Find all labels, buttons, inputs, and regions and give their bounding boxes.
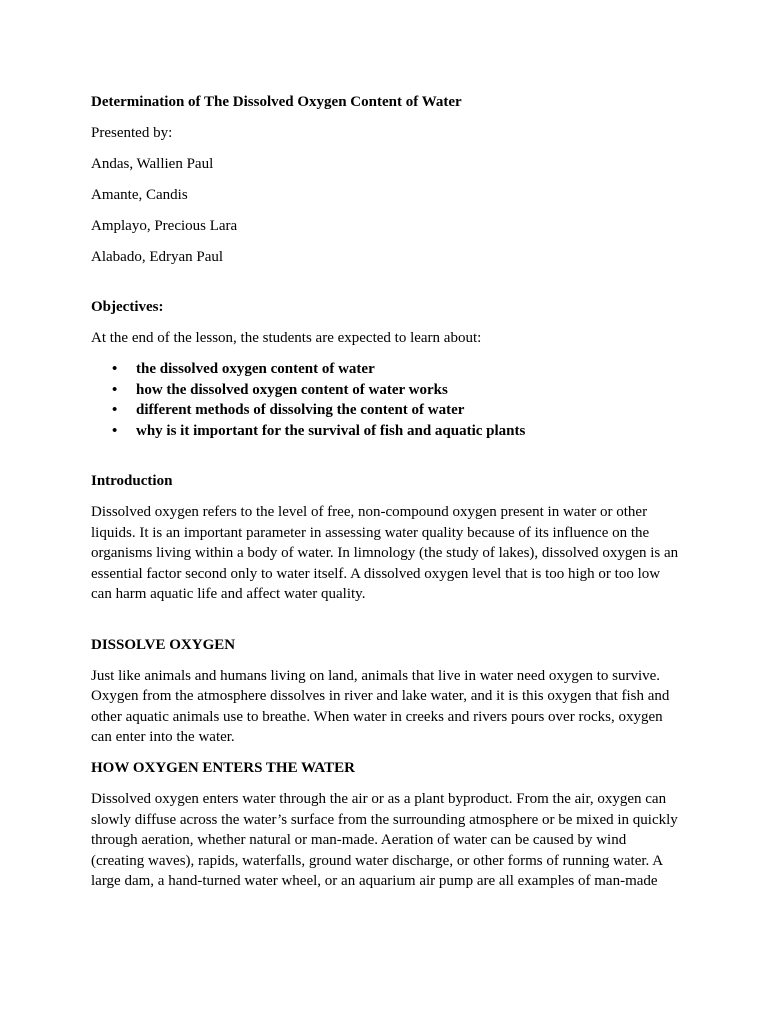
presented-by-label: Presented by:	[91, 124, 173, 141]
objective-text: why is it important for the survival of fish and aquatic plants	[136, 422, 526, 439]
objective-text: how the dissolved oxygen content of water works	[136, 381, 448, 398]
objective-text: different methods of dissolving the content of water	[136, 402, 465, 418]
list-item	[91, 380, 681, 401]
list-item	[91, 359, 681, 380]
presenter-name: Andas, Wallien Paul	[91, 155, 214, 172]
document-page	[91, 92, 681, 902]
objective-text: the dissolved oxygen content of water	[136, 361, 375, 377]
presenter-name: Amante, Candis	[91, 186, 188, 203]
dissolve-oxygen-heading: DISSOLVE OXYGEN	[91, 636, 236, 653]
bullet-icon: •	[112, 361, 118, 377]
list-item	[91, 400, 681, 421]
presenter-name: Alabado, Edryan Paul	[91, 248, 224, 265]
how-oxygen-enters-body: Dissolved oxygen enters water through the air or as a plant byproduct. From the air, oxygen can slowly diffuse across the water’s surface from the surrounding atmosphere or be mixed in quickly through aeration, whether natural or man-made. Aeration of water can be caused by wind (creating waves), rapids, waterfalls, ground water discharge, or other forms of running water. A large dam, a hand-turned water wheel, or an aquarium air pump are all examples of man-made	[91, 791, 678, 889]
objectives-list	[91, 359, 681, 441]
document-title: Determination of The Dissolved Oxygen Content of Water	[91, 94, 462, 110]
introduction-body: Dissolved oxygen refers to the level of free, non-compound oxygen present in water or other liquids. It is an important parameter in assessing water quality because of its influence on the organisms living within a body of water. In limnology (the study of lakes), dissolved oxygen is an essential factor second only to water itself. A dissolved oxygen level that is too high or too low can harm aquatic life and affect water quality.	[91, 504, 679, 602]
bullet-icon: •	[112, 381, 118, 398]
list-item	[91, 421, 681, 442]
objectives-intro: At the end of the lesson, the students are expected to learn about:	[91, 330, 482, 346]
dissolve-oxygen-body: Just like animals and humans living on land, animals that live in water need oxygen to survive. Oxygen from the atmosphere dissolves in river and lake water, and it is this oxygen that fish and other aquatic animals use to breathe. When water in creeks and rivers pours over rocks, oxygen can enter into the water.	[91, 667, 670, 745]
introduction-heading: Introduction	[91, 473, 173, 489]
bullet-icon: •	[112, 422, 118, 439]
presenter-name: Amplayo, Precious Lara	[91, 217, 238, 234]
how-oxygen-enters-heading: HOW OXYGEN ENTERS THE WATER	[91, 760, 355, 776]
objectives-heading: Objectives:	[91, 299, 164, 315]
bullet-icon: •	[112, 402, 118, 418]
